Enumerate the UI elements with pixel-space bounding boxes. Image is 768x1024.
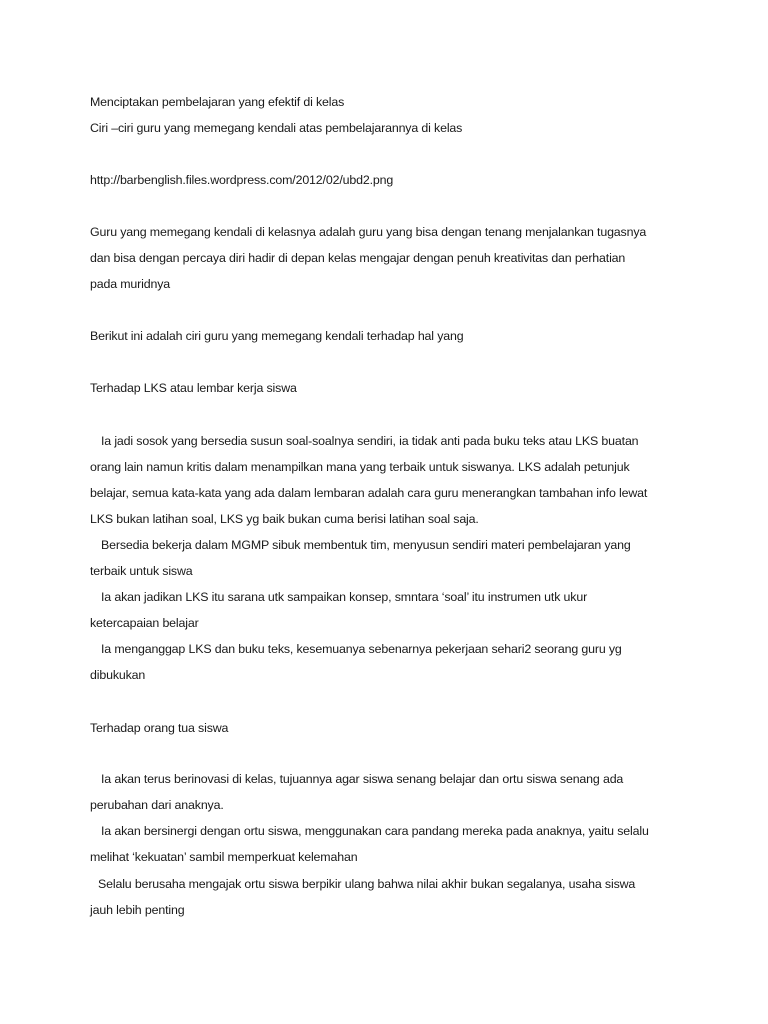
list-item-line: ketercapaian belajar: [90, 616, 199, 630]
list-item-line: Ia menganggap LKS dan buku teks, kesemuanya sebenarnya pekerjaan sehari2 seorang guru yg: [101, 642, 622, 656]
list-item-line: LKS bukan latihan soal, LKS yg baik bukan cuma berisi latihan soal saja.: [90, 512, 479, 526]
list-item-line: perubahan dari anaknya.: [90, 798, 224, 812]
paragraph-line: Berikut ini adalah ciri guru yang memegang kendali terhadap hal yang: [90, 329, 464, 343]
section-heading: Terhadap orang tua siswa: [90, 721, 229, 735]
list-item-line: Ia akan terus berinovasi di kelas, tujuannya agar siswa senang belajar dan ortu siswa senang ada: [101, 772, 624, 786]
list-item-line: Ia jadi sosok yang bersedia susun soal-soalnya sendiri, ia tidak anti pada buku teks atau LKS buatan: [101, 434, 639, 448]
document-subtitle: Ciri –ciri guru yang memegang kendali atas pembelajarannya di kelas: [90, 121, 463, 135]
list-item-line: melihat ‘kekuatan’ sambil memperkuat kelemahan: [90, 850, 358, 864]
paragraph-line: pada muridnya: [90, 277, 171, 291]
list-item-line: Ia akan bersinergi dengan ortu siswa, menggunakan cara pandang mereka pada anaknya, yaitu selalu: [101, 824, 649, 838]
list-item-line: jauh lebih penting: [90, 903, 185, 917]
list-item-line: terbaik untuk siswa: [90, 564, 193, 578]
list-item-line: dibukukan: [90, 668, 146, 682]
list-item-line: Bersedia bekerja dalam MGMP sibuk membentuk tim, menyusun sendiri materi pembelajaran yang: [101, 538, 631, 552]
section-heading: Terhadap LKS atau lembar kerja siswa: [90, 381, 297, 395]
list-item-line: Ia akan jadikan LKS itu sarana utk sampaikan konsep, smntara ‘soal’ itu instrumen utk ukur: [101, 590, 588, 604]
list-item-line: belajar, semua kata-kata yang ada dalam lembaran adalah cara guru menerangkan tambahan info lewat: [90, 486, 648, 500]
document-title: Menciptakan pembelajaran yang efektif di kelas: [90, 95, 345, 109]
paragraph-line: Guru yang memegang kendali di kelasnya adalah guru yang bisa dengan tenang menjalankan tugasnya: [90, 225, 647, 239]
list-item-line: Selalu berusaha mengajak ortu siswa berpikir ulang bahwa nilai akhir bukan segalanya, usaha siswa: [98, 877, 636, 891]
list-item-line: orang lain namun kritis dalam menampilkan mana yang terbaik untuk siswanya. LKS adalah petunjuk: [90, 460, 630, 474]
image-link: http://barbenglish.files.wordpress.com/2012/02/ubd2.png: [90, 173, 394, 187]
paragraph-line: dan bisa dengan percaya diri hadir di depan kelas mengajar dengan penuh kreativitas dan perhatian: [90, 251, 626, 265]
